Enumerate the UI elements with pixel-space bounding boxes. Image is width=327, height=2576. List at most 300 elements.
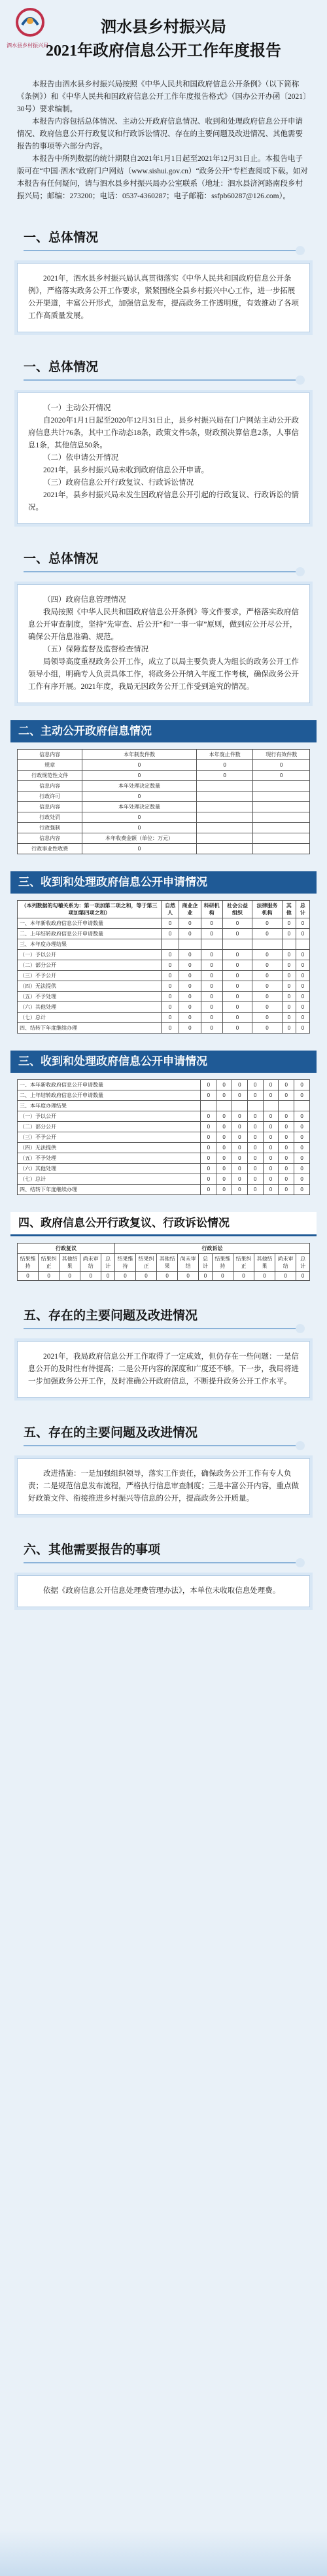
table-cell: 0 xyxy=(282,981,296,992)
table-cell: 0 xyxy=(263,1153,279,1164)
table-cell: 0 xyxy=(162,1002,179,1013)
table-cell: （四）无法提供 xyxy=(18,1143,201,1153)
table-cell: 0 xyxy=(294,1143,310,1153)
table-cell: 0 xyxy=(253,771,310,781)
table-cell: 0 xyxy=(162,929,179,939)
table-row xyxy=(18,1090,310,1101)
table-cell: 0 xyxy=(294,1122,310,1132)
section-1c-card xyxy=(17,584,310,703)
table-cell: 0 xyxy=(263,1185,279,1195)
table-row xyxy=(18,1101,310,1111)
table-cell: 0 xyxy=(179,971,201,981)
table-row xyxy=(18,981,310,992)
table-cell: 0 xyxy=(247,1174,263,1185)
table-cell: 0 xyxy=(296,960,309,971)
table-row xyxy=(18,844,310,854)
divider xyxy=(24,1328,301,1329)
table-cell: 0 xyxy=(222,971,252,981)
table-cell: 0 xyxy=(282,950,296,960)
table-cell: 0 xyxy=(201,1111,216,1122)
table-cell: 0 xyxy=(222,1013,252,1023)
divider xyxy=(24,379,301,381)
table-cell xyxy=(253,823,310,833)
section-1-heading xyxy=(0,221,327,263)
table-cell: 0 xyxy=(216,1143,232,1153)
table-cell: 0 xyxy=(162,918,179,929)
table-cell xyxy=(253,844,310,854)
section-3b-heading: 三、收到和处理政府信息公开申请情况 xyxy=(10,1051,317,1073)
table-cell: 二、上年结转政府信息公开申请数量 xyxy=(18,1090,201,1101)
table-cell: 0 xyxy=(279,1122,294,1132)
table-cell: 0 xyxy=(216,1185,232,1195)
table-cell: 0 xyxy=(252,1023,282,1034)
table-row xyxy=(18,992,310,1002)
table-cell: 0 xyxy=(82,760,197,771)
decor-dot xyxy=(296,1558,305,1567)
table-header-cell: 总计 xyxy=(296,901,309,918)
table-row xyxy=(18,823,310,833)
table-cell: 0 xyxy=(162,950,179,960)
section-1-card xyxy=(17,263,310,332)
table-cell: 行政事业性收费 xyxy=(18,844,82,854)
table-cell: 0 xyxy=(263,1122,279,1132)
table-cell xyxy=(294,1101,310,1111)
table-row xyxy=(18,971,310,981)
table-cell: 0 xyxy=(294,1080,310,1090)
table-cell: 0 xyxy=(232,1153,248,1164)
table-cell: 0 xyxy=(222,960,252,971)
table-cell: 0 xyxy=(282,971,296,981)
table-cell: 三、本年度办理结果 xyxy=(18,939,162,950)
table-cell xyxy=(196,844,253,854)
table-cell: 0 xyxy=(282,918,296,929)
table-cell: 0 xyxy=(179,1013,201,1023)
table-cell: 0 xyxy=(279,1164,294,1174)
divider xyxy=(24,250,301,251)
table-cell: 0 xyxy=(179,960,201,971)
table-cell: 0 xyxy=(216,1153,232,1164)
table-cell: 0 xyxy=(222,918,252,929)
table-cell: 规章 xyxy=(18,760,82,771)
table-cell: 行政规范性文件 xyxy=(18,771,82,781)
section-title: 五、存在的主要问题及改进情况 xyxy=(24,1426,198,1440)
card-text: 2021年，泗水县乡村振兴局认真贯彻落实《中华人民共和国政府信息公开条例》，严格落实政务公开工作要求，紧紧围绕全县乡村振兴中心工作，进一步拓展公开渠道，丰富公开形式，加强信息发布，提高政务工作透明度，有效推动了各项工作高质量发展。 xyxy=(28,275,299,320)
table-cell: 0 xyxy=(296,950,309,960)
table-cell: 0 xyxy=(279,1111,294,1122)
table-cell: 0 xyxy=(232,1111,248,1122)
table-cell: 0 xyxy=(196,771,253,781)
table-cell: 0 xyxy=(216,1122,232,1132)
table-cell: 0 xyxy=(294,1111,310,1122)
table-cell: 0 xyxy=(232,1132,248,1143)
table-cell: 行政强制 xyxy=(18,823,82,833)
table-cell: 0 xyxy=(201,1153,216,1164)
table-cell: 0 xyxy=(216,1164,232,1174)
table-cell: 0 xyxy=(247,1153,263,1164)
table-cell: （一）予以公开 xyxy=(18,950,162,960)
divider xyxy=(24,1562,301,1563)
table-cell: 0 xyxy=(254,1272,275,1281)
table-cell: 0 xyxy=(247,1143,263,1153)
table-sub-header: 尚未审结 xyxy=(80,1254,101,1272)
table-cell xyxy=(253,833,310,844)
sub-heading: （一）主动公开情况 xyxy=(43,404,111,412)
th-review: 行政复议 xyxy=(18,1244,115,1254)
table-row xyxy=(18,1111,310,1122)
table-cell: （二）部分公开 xyxy=(18,1122,201,1132)
table-cell: 0 xyxy=(282,992,296,1002)
table-cell: 0 xyxy=(162,981,179,992)
table-cell: 0 xyxy=(232,1080,248,1090)
table-cell: 0 xyxy=(296,981,309,992)
table-cell: 0 xyxy=(279,1153,294,1164)
table-cell: 0 xyxy=(157,1272,178,1281)
table-cell: 0 xyxy=(252,1002,282,1013)
table-3 xyxy=(17,900,310,1034)
table-cell: 0 xyxy=(279,1090,294,1101)
table-cell: （五）不予处理 xyxy=(18,992,162,1002)
table-sub-header: 结果纠正 xyxy=(39,1254,60,1272)
table-cell: 0 xyxy=(201,981,222,992)
table-sub-header: 其他结果 xyxy=(157,1254,178,1272)
section-title: 一、总体情况 xyxy=(24,360,99,374)
table-cell: 0 xyxy=(201,1164,216,1174)
table-cell: 0 xyxy=(222,1023,252,1034)
table-cell: 0 xyxy=(60,1272,80,1281)
card-text: 依据《政府信息公开信息处理费管理办法》，本单位未收取信息处理费。 xyxy=(43,1587,281,1595)
table-cell: 0 xyxy=(216,1111,232,1122)
table-row xyxy=(18,760,310,771)
section-1b-heading xyxy=(0,351,327,392)
table-cell: 0 xyxy=(201,1122,216,1132)
decor-dot xyxy=(296,1324,305,1333)
table-cell: 0 xyxy=(296,971,309,981)
table-cell: 行政许可 xyxy=(18,792,82,802)
table-cell: 0 xyxy=(179,1002,201,1013)
table-sub-header: 结果纠正 xyxy=(233,1254,254,1272)
table-cell: 0 xyxy=(296,1272,310,1281)
table-row xyxy=(18,918,310,929)
table-cell: 0 xyxy=(201,1143,216,1153)
section-5b-heading xyxy=(0,1416,327,1458)
table-cell: 信息内容 xyxy=(18,833,82,844)
table-cell: 0 xyxy=(263,1174,279,1185)
sub-heading: （四）政府信息管理情况 xyxy=(43,596,126,604)
table-cell: 0 xyxy=(275,1272,296,1281)
table-cell: 0 xyxy=(263,1132,279,1143)
intro-p1: 本报告由泗水县乡村振兴局按照《中华人民共和国政府信息公开条例》（以下简称《条例》）和《中华人民共和国政府信息公开工作年度报告格式》（国办公开办函〔2021〕30号）要求编制。 xyxy=(17,80,307,113)
table-cell: 0 xyxy=(80,1272,101,1281)
table-cell: （五）不予处理 xyxy=(18,1153,201,1164)
table-sub-header: 尚未审结 xyxy=(178,1254,199,1272)
table-cell: 0 xyxy=(82,812,197,823)
table-cell: 0 xyxy=(18,1272,39,1281)
table-row xyxy=(18,1080,310,1090)
table-cell xyxy=(196,823,253,833)
section-2-heading: 二、主动公开政府信息情况 xyxy=(10,720,317,742)
table-cell: 0 xyxy=(296,992,309,1002)
table-cell xyxy=(196,802,253,812)
table-cell xyxy=(201,1101,216,1111)
table-row xyxy=(18,771,310,781)
decor-dot xyxy=(296,375,305,385)
table-cell: 0 xyxy=(232,1122,248,1132)
table-sub-header: 结果维持 xyxy=(212,1254,233,1272)
table-row xyxy=(18,960,310,971)
table-cell: 0 xyxy=(232,1090,248,1101)
th-litigation: 行政诉讼 xyxy=(114,1244,309,1254)
table-cell xyxy=(196,833,253,844)
table-cell: 0 xyxy=(201,1080,216,1090)
table-row xyxy=(18,750,310,760)
table-sub-header: 结果纠正 xyxy=(136,1254,157,1272)
table-cell: 0 xyxy=(263,1164,279,1174)
table-cell: 0 xyxy=(232,1185,248,1195)
card-text: 2021年，县乡村振兴局未收到政府信息公开申请。 xyxy=(43,466,209,474)
table-cell: 0 xyxy=(294,1174,310,1185)
footer-decor xyxy=(0,2530,327,2576)
table-cell: 0 xyxy=(201,1185,216,1195)
table-cell xyxy=(282,939,296,950)
section-title: 一、总体情况 xyxy=(24,552,99,566)
table-cell: （三）不予公开 xyxy=(18,971,162,981)
table-cell: 0 xyxy=(201,950,222,960)
table-cell: 0 xyxy=(294,1185,310,1195)
table-cell: 0 xyxy=(282,929,296,939)
table-cell: 0 xyxy=(294,1153,310,1164)
sub-heading: （五）保障监督及监督检查情况 xyxy=(43,646,148,653)
intro-p2: 本报告内容包括总体情况、主动公开政府信息情况、收到和处理政府信息公开申请情况、政府信息公开行政复议和行政诉讼情况、存在的主要问题及改进情况、其他需要报告的事项等六部分内容。 xyxy=(17,118,303,150)
section-title: 一、总体情况 xyxy=(24,231,99,245)
table-cell xyxy=(253,781,310,792)
table-cell: 0 xyxy=(279,1174,294,1185)
card-text: 改进措施：一是加强组织领导，落实工作责任，确保政务公开工作有专人负责；二是规范信息发布流程，严格执行信息审查制度；三是丰富公开内容，重点做好政策文件、衔接推进乡村振兴等信息的公开，提高政务公开质量。 xyxy=(28,1470,299,1503)
table-cell: 本年收费金额（单位：万元） xyxy=(82,833,197,844)
section-5b-card xyxy=(17,1458,310,1515)
table-sub-header: 结果维持 xyxy=(114,1254,135,1272)
table-cell: 本年废止件数 xyxy=(196,750,253,760)
divider xyxy=(24,571,301,572)
table-cell: 0 xyxy=(201,1002,222,1013)
table-cell: 0 xyxy=(178,1272,199,1281)
table-cell xyxy=(279,1101,294,1111)
table-cell: 0 xyxy=(263,1090,279,1101)
section-5-card xyxy=(17,1341,310,1398)
table-cell: 0 xyxy=(216,1090,232,1101)
table-cell: （六）其他处理 xyxy=(18,1164,201,1174)
logo-text: 泗水县乡村振兴局 xyxy=(7,43,48,48)
table-sub-header: 结果维持 xyxy=(18,1254,39,1272)
table-cell: 0 xyxy=(282,1023,296,1034)
table-cell: 三、本年度办理结果 xyxy=(18,1101,201,1111)
table-cell: 0 xyxy=(247,1111,263,1122)
table-cell: 0 xyxy=(82,823,197,833)
table-cell: 0 xyxy=(282,1013,296,1023)
table-row xyxy=(18,802,310,812)
table-cell: 0 xyxy=(201,992,222,1002)
table-cell: （七）总计 xyxy=(18,1174,201,1185)
table-sub-header: 尚未审结 xyxy=(275,1254,296,1272)
table-header-cell: 法律服务机构 xyxy=(252,901,282,918)
table-cell: 本年处理决定数量 xyxy=(82,781,197,792)
table-cell: 0 xyxy=(252,918,282,929)
table-cell: 0 xyxy=(222,1002,252,1013)
table-cell xyxy=(232,1101,248,1111)
table-row xyxy=(18,939,310,950)
table-cell: （四）无法提供 xyxy=(18,981,162,992)
intro-p3: 本报告中所列数据的统计期限自2021年1月1日起至2021年12月31日止。本报告电子版可在“中国·泗水”政府门户网站（www.sishui.gov.cn）“政务公开”专栏查阅或下载。如对本报告有任何疑问，请与泗水县乡村振兴局办公室联系（地址：泗水县济河路南段乡村振兴局；邮编：273200；电话：0537-4360287；电子邮箱：ssfpb60287@126.com）。 xyxy=(17,155,308,200)
divider xyxy=(24,1445,301,1446)
table-cell: 信息内容 xyxy=(18,802,82,812)
card-text: 2021年，县乡村振兴局未发生因政府信息公开引起的行政复议、行政诉讼的情况。 xyxy=(28,491,299,512)
section-1c-heading xyxy=(0,542,327,584)
table-cell: 0 xyxy=(82,844,197,854)
table-cell: 0 xyxy=(252,1013,282,1023)
table-cell: 0 xyxy=(252,960,282,971)
table-cell: 0 xyxy=(296,1013,309,1023)
table-cell: 0 xyxy=(222,929,252,939)
table-sub-header: 其他结果 xyxy=(60,1254,80,1272)
table-cell: 0 xyxy=(179,1023,201,1034)
table-cell: （三）不予公开 xyxy=(18,1132,201,1143)
table-header-cell: 自然人 xyxy=(162,901,179,918)
table-cell: 0 xyxy=(82,792,197,802)
table-cell: 二、上年结转政府信息公开申请数量 xyxy=(18,929,162,939)
table-cell: 行政处罚 xyxy=(18,812,82,823)
table-row xyxy=(18,1153,310,1164)
table-4 xyxy=(17,1243,310,1281)
table-cell: 0 xyxy=(296,1002,309,1013)
card-text: 2021年，我局政府信息公开工作取得了一定成效，但仍存在一些问题：一是信息公开的及时性有待提高；二是公开内容的深度和广度还不够。下一步，我局将进一步加强政务公开工作，及时准确公开政府信息，不断提升政务公开工作水平。 xyxy=(28,1353,299,1385)
sub-heading: （二）依申请公开情况 xyxy=(43,454,118,462)
table-cell xyxy=(196,812,253,823)
table-cell: 0 xyxy=(263,1143,279,1153)
table-cell: 0 xyxy=(201,918,222,929)
section-3-heading: 三、收到和处理政府信息公开申请情况 xyxy=(10,871,317,894)
table-cell xyxy=(222,939,252,950)
table-cell: 0 xyxy=(201,1090,216,1101)
decor-dot xyxy=(296,567,305,576)
table-sub-header: 总计 xyxy=(101,1254,115,1272)
table-cell: 0 xyxy=(162,1023,179,1034)
table-row xyxy=(18,1013,310,1023)
table-cell: 四、结转下年度继续办理 xyxy=(18,1185,201,1195)
section-5-heading xyxy=(0,1299,327,1341)
table-cell: 0 xyxy=(296,918,309,929)
table-cell: 0 xyxy=(101,1272,115,1281)
sub-heading: （三）政府信息公开行政复议、行政诉讼情况 xyxy=(43,479,194,487)
table-cell: 现行有效件数 xyxy=(253,750,310,760)
title-line2: 2021年政府信息公开工作年度报告 xyxy=(46,43,281,60)
table-cell: 0 xyxy=(232,1174,248,1185)
table-cell: （一）予以公开 xyxy=(18,1111,201,1122)
table-cell xyxy=(162,939,179,950)
section-1b-card xyxy=(17,392,310,524)
table-cell: 0 xyxy=(247,1164,263,1174)
table-row xyxy=(18,1023,310,1034)
table-cell: 0 xyxy=(279,1080,294,1090)
table-cell: 0 xyxy=(216,1080,232,1090)
section-4-heading: 四、政府信息公开行政复议、行政诉讼情况 xyxy=(10,1212,317,1236)
table-cell: 0 xyxy=(216,1174,232,1185)
table-cell: （六）其他处理 xyxy=(18,1002,162,1013)
table-cell: 0 xyxy=(82,771,197,781)
table-cell xyxy=(201,939,222,950)
table-cell: 0 xyxy=(247,1122,263,1132)
table-cell: 本年处理决定数量 xyxy=(82,802,197,812)
table-cell xyxy=(263,1101,279,1111)
section-title: 五、存在的主要问题及改进情况 xyxy=(24,1309,198,1323)
table-row xyxy=(18,1002,310,1013)
table-cell: 0 xyxy=(201,1023,222,1034)
table-cell: 0 xyxy=(232,1143,248,1153)
table-cell: 0 xyxy=(294,1132,310,1143)
table-sub-header: 总计 xyxy=(296,1254,310,1272)
section-title: 六、其他需要报告的事项 xyxy=(24,1543,161,1557)
table-cell: 信息内容 xyxy=(18,781,82,792)
table-cell: 0 xyxy=(222,981,252,992)
table-cell: 0 xyxy=(296,929,309,939)
table-cell: 0 xyxy=(201,1013,222,1023)
table-cell: 0 xyxy=(247,1090,263,1101)
table-cell: 0 xyxy=(179,929,201,939)
table-cell: 0 xyxy=(222,950,252,960)
table-cell: 0 xyxy=(199,1272,213,1281)
table-cell: 0 xyxy=(201,1174,216,1185)
table-cell xyxy=(296,939,309,950)
table-cell: 0 xyxy=(282,1002,296,1013)
table-cell: 0 xyxy=(216,1132,232,1143)
table-cell: 0 xyxy=(282,960,296,971)
table-cell: （二）部分公开 xyxy=(18,960,162,971)
table-cell: 0 xyxy=(252,981,282,992)
table-cell: 0 xyxy=(233,1272,254,1281)
table-cell: 0 xyxy=(179,992,201,1002)
table-cell xyxy=(216,1101,232,1111)
table-cell: 0 xyxy=(294,1090,310,1101)
table-cell: 四、结转下年度继续办理 xyxy=(18,1023,162,1034)
decor-dot xyxy=(296,1441,305,1450)
card-text: 我局按照《中华人民共和国政府信息公开条例》等文件要求，严格落实政府信息公开审查制度，坚持“先审查、后公开”和“一事一审”原则，做到应公开尽公开，确保公开信息准确、规范。 xyxy=(28,608,299,641)
table-cell: 0 xyxy=(162,1013,179,1023)
table-cell: 0 xyxy=(252,971,282,981)
table-cell xyxy=(247,1101,263,1111)
table-3b xyxy=(17,1079,310,1195)
table-cell xyxy=(252,939,282,950)
table-row xyxy=(18,1132,310,1143)
table-cell: 0 xyxy=(201,929,222,939)
table-row xyxy=(18,812,310,823)
table-cell: 0 xyxy=(162,960,179,971)
table-cell: 0 xyxy=(232,1164,248,1174)
table-cell xyxy=(253,802,310,812)
table-cell: 0 xyxy=(162,992,179,1002)
table-cell: 0 xyxy=(252,950,282,960)
table-row xyxy=(18,1174,310,1185)
table-cell: 0 xyxy=(263,1111,279,1122)
table-cell: 0 xyxy=(114,1272,135,1281)
table-cell: 0 xyxy=(162,971,179,981)
table-cell xyxy=(196,792,253,802)
table-cell: 0 xyxy=(201,960,222,971)
header xyxy=(0,0,327,78)
table-row xyxy=(18,1143,310,1153)
table-header-cell: 商业企业 xyxy=(179,901,201,918)
table-cell: 一、本年新收政府信息公开申请数量 xyxy=(18,1080,201,1090)
table-cell: 一、本年新收政府信息公开申请数量 xyxy=(18,918,162,929)
title-line1: 泗水县乡村振兴局 xyxy=(101,19,226,36)
table-cell: 0 xyxy=(196,760,253,771)
